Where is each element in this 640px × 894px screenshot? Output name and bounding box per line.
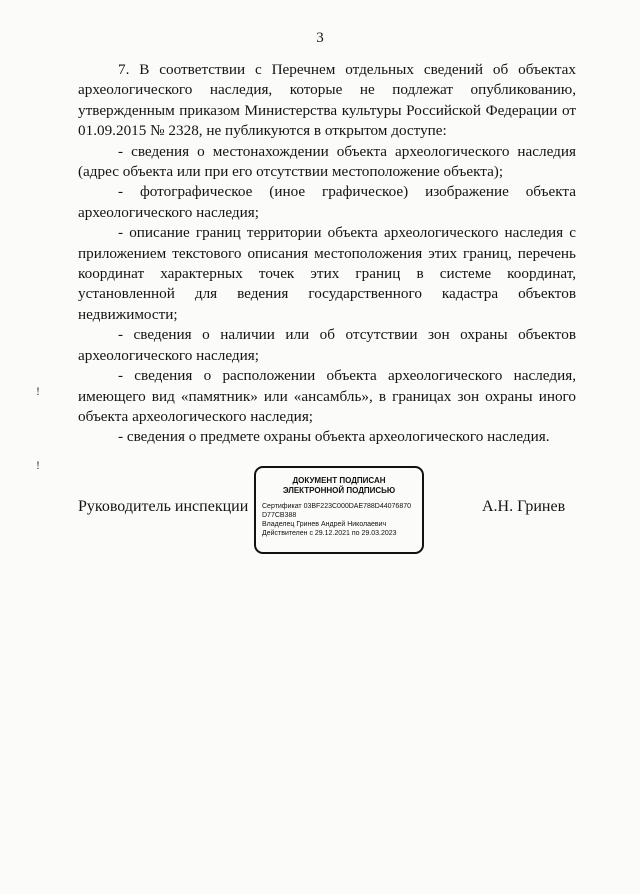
list-item-protection-subject: - сведения о предмете охраны объекта археологического наследия.	[118, 428, 550, 446]
stamp-validity: Действителен с 29.12.2021 по 29.03.2023	[262, 530, 397, 537]
list-item-photo: - фотографическое (иное графическое) изображение объекта археологического наследия;	[78, 183, 576, 221]
margin-mark: !	[36, 384, 40, 398]
page-number: 3	[316, 30, 324, 46]
list-item-protection-zones: - сведения о наличии или об отсутствии зон охраны объектов археологического наследия;	[78, 326, 576, 364]
signatory-position: Руководитель инспекции	[78, 498, 249, 515]
list-item-location: - сведения о местонахождении объекта археологического наследия (адрес объекта или при его отсутствии местоположение объекта);	[78, 142, 576, 181]
stamp-title-line-2: ЭЛЕКТРОННОЙ ПОДПИСЬЮ	[282, 486, 396, 495]
signatory-name: А.Н. Гринев	[482, 498, 566, 515]
stamp-owner: Владелец Гринев Андрей Николаевич	[262, 521, 387, 528]
paragraph-7-intro: 7. В соответствии с Перечнем отдельных сведений об объектах археологического наследия, которые не подлежат опубликованию, утвержденным приказом Министерства культуры Российской Федерации от 01.09.2015 № 2328, не публикуются в открытом доступе:	[78, 61, 576, 140]
list-item-boundaries: - описание границ территории объекта археологического наследия с приложением текстового описания местоположения этих границ, перечень координат характерных точек этих границ в системе координат, установленной для ведения государственного кадастра объектов недвижимости;	[78, 224, 576, 323]
electronic-signature-stamp	[254, 466, 424, 554]
margin-mark: !	[36, 458, 40, 472]
stamp-certificate: Сертификат 03BF223C000DAE788D44076870D77CB388	[262, 503, 411, 519]
document-body	[78, 60, 576, 448]
stamp-title-line-1: ДОКУМЕНТ ПОДПИСАН	[292, 476, 386, 485]
list-item-placement: - сведения о расположении объекта археологического наследия, имеющего вид «памятник» или «ансамбль», в границах зон охраны иного объекта археологического наследия;	[78, 367, 576, 425]
